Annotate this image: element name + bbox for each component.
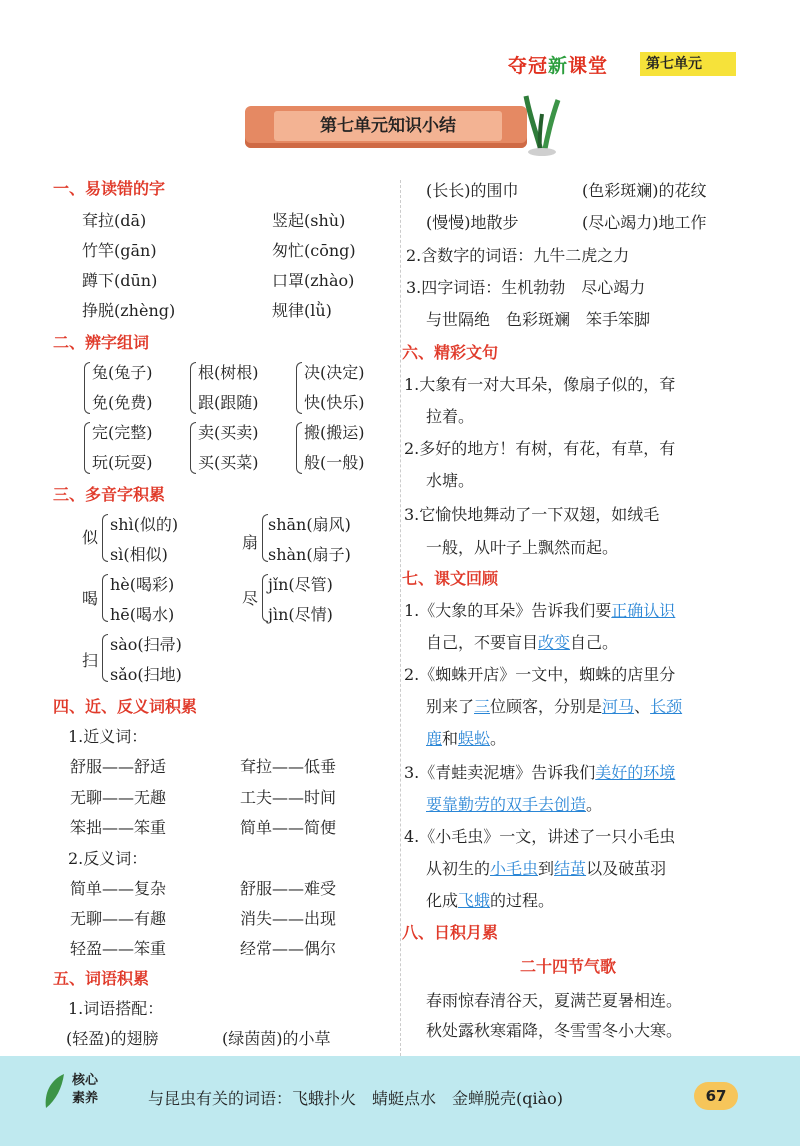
word: shān(扇风) xyxy=(268,515,351,534)
answer: 要靠勤劳的双手去创造 xyxy=(426,795,587,814)
text-line: 2.含数字的词语：九牛二虎之力 xyxy=(406,246,630,265)
answer: 结茧 xyxy=(554,859,587,878)
text: 到 xyxy=(538,859,555,878)
word: 兔(兔子) xyxy=(92,363,153,382)
word-pair: 简单——复杂 xyxy=(70,879,167,898)
text-line: 水塘。 xyxy=(426,471,475,490)
word-pair: 笨拙——笨重 xyxy=(70,818,167,837)
text: 化成 xyxy=(426,891,459,910)
brace xyxy=(84,422,90,474)
word: 决(决定) xyxy=(304,363,365,382)
polyphone-char: 似 xyxy=(82,528,99,547)
polyphone-char: 尽 xyxy=(242,589,259,608)
brace xyxy=(84,362,90,414)
word-pair: 舒服——难受 xyxy=(240,879,337,898)
word: hē(喝水) xyxy=(110,605,175,624)
word: sì(相似) xyxy=(110,545,168,564)
text-line: 拉着。 xyxy=(426,407,475,426)
subheading: 2.反义词： xyxy=(68,849,148,868)
word-pair: 经常——偶尔 xyxy=(240,939,337,958)
word: 蹲下(dūn) xyxy=(82,271,158,290)
polyphone-char: 扇 xyxy=(242,533,259,552)
text-line: 2.多好的地方！有树，有花，有草，有 xyxy=(404,439,676,458)
word-pair: 工夫——时间 xyxy=(240,788,337,807)
text: 从初生的 xyxy=(426,859,491,878)
text-line xyxy=(426,630,618,653)
word: 般(一般) xyxy=(304,453,365,472)
text-line: 与世隔绝 色彩斑斓 笨手笨脚 xyxy=(426,310,651,329)
page-number: 67 xyxy=(694,1082,738,1110)
word-pair: 消失——出现 xyxy=(240,909,337,928)
answer: 三 xyxy=(474,697,491,716)
word-pair: 无聊——无趣 xyxy=(70,788,167,807)
text-line: 3.四字词语：生机勃勃 尽心竭力 xyxy=(406,278,646,297)
word: 卖(买卖) xyxy=(198,423,259,442)
footer-text: 与昆虫有关的词语：飞蛾扑火 蜻蜓点水 金蝉脱壳(qiào) xyxy=(148,1089,564,1108)
answer: 美好的环境 xyxy=(595,763,676,782)
word: 快(快乐) xyxy=(304,393,365,412)
text-line xyxy=(426,792,602,815)
text: 3.《青蛙卖泥塘》告诉我们 xyxy=(404,763,596,782)
text: 。 xyxy=(490,729,507,748)
word: hè(喝彩) xyxy=(110,575,175,594)
phrase: (色彩斑斓)的花纹 xyxy=(582,181,707,200)
word-pair: 无聊——有趣 xyxy=(70,909,167,928)
word: 挣脱(zhèng) xyxy=(82,301,176,320)
subheading: 1.词语搭配： xyxy=(68,999,164,1018)
section-1-heading: 一、易读错的字 xyxy=(53,179,166,198)
poem-line: 秋处露秋寒霜降，冬雪雪冬小大寒。 xyxy=(426,1021,683,1040)
text-line xyxy=(426,888,554,911)
text-line: 4.《小毛虫》一文，讲述了一只小毛虫 xyxy=(404,827,676,846)
text: 。 xyxy=(586,795,603,814)
brand-text-3: 课堂 xyxy=(568,55,609,77)
word: shàn(扇子) xyxy=(268,545,351,564)
answer: 河马 xyxy=(602,697,635,716)
unit-tag: 第七单元 xyxy=(640,52,736,76)
word-pair: 耷拉——低垂 xyxy=(240,757,337,776)
plant-icon xyxy=(522,92,562,156)
brace xyxy=(296,422,302,474)
word: 口罩(zhào) xyxy=(272,271,355,290)
phrase: (尽心竭力)地工作 xyxy=(582,213,707,232)
text: 1.《大象的耳朵》告诉我们要 xyxy=(404,601,612,620)
text-line xyxy=(426,856,666,879)
polyphone-char: 扫 xyxy=(82,651,99,670)
text-line: 1.大象有一对大耳朵，像扇子似的，耷 xyxy=(404,375,676,394)
section-4-heading: 四、近、反义词积累 xyxy=(53,697,198,716)
text: 以及破茧羽 xyxy=(586,859,667,878)
answer: 长颈 xyxy=(650,697,683,716)
word: 根(树根) xyxy=(198,363,259,382)
section-5-heading: 五、词语积累 xyxy=(53,969,150,988)
word: 玩(玩耍) xyxy=(92,453,153,472)
phrase: (长长)的围巾 xyxy=(426,181,519,200)
answer: 正确认识 xyxy=(611,601,676,620)
brace xyxy=(190,422,196,474)
poem-line: 春雨惊春清谷天，夏满芒夏暑相连。 xyxy=(426,991,683,1010)
brace xyxy=(102,574,108,622)
brand-text-2: 新 xyxy=(548,55,569,77)
badge-line: 核心 xyxy=(72,1073,99,1088)
text: 位顾客，分别是 xyxy=(490,697,603,716)
word: 耷拉(dā) xyxy=(82,211,147,230)
word: shì(似的) xyxy=(110,515,179,534)
word: 搬(搬运) xyxy=(304,423,365,442)
page-title: 第七单元知识小结 xyxy=(274,111,502,141)
brace xyxy=(296,362,302,414)
word: 规律(lǜ) xyxy=(272,301,332,320)
word: 竖起(shù) xyxy=(272,211,346,230)
answer: 鹿 xyxy=(426,729,443,748)
section-6-heading: 六、精彩文句 xyxy=(402,343,499,362)
phrase: (绿茵茵)的小草 xyxy=(222,1029,331,1048)
word: 跟(跟随) xyxy=(198,393,259,412)
word: 免(免费) xyxy=(92,393,153,412)
badge-line: 素养 xyxy=(72,1091,99,1106)
word: jìn(尽情) xyxy=(268,605,333,624)
phrase: (慢慢)地散步 xyxy=(426,213,519,232)
brace xyxy=(190,362,196,414)
polyphone-char: 喝 xyxy=(82,589,99,608)
text-line: 3.它愉快地舞动了一下双翅，如绒毛 xyxy=(404,505,660,524)
text: 自己，不要盲目 xyxy=(426,633,539,652)
text: 自己。 xyxy=(570,633,619,652)
brand-text-1: 夺冠 xyxy=(508,55,549,77)
brand-logo xyxy=(508,51,608,78)
text: 和 xyxy=(442,729,459,748)
text: 别来了 xyxy=(426,697,475,716)
phrase: (轻盈)的翅膀 xyxy=(66,1029,159,1048)
word: sǎo(扫地) xyxy=(110,665,182,684)
word: sào(扫帚) xyxy=(110,635,182,654)
text-line: 一般，从叶子上飘然而起。 xyxy=(426,538,619,557)
word: 买(买菜) xyxy=(198,453,259,472)
poem-title: 二十四节气歌 xyxy=(520,957,617,976)
brace xyxy=(102,514,108,562)
brace xyxy=(102,634,108,682)
word-pair: 轻盈——笨重 xyxy=(70,939,167,958)
word-pair: 简单——简便 xyxy=(240,818,337,837)
core-literacy-badge xyxy=(58,1072,120,1112)
word: 竹竿(gān) xyxy=(82,241,157,260)
answer: 小毛虫 xyxy=(490,859,539,878)
subheading: 1.近义词： xyxy=(68,727,148,746)
text: 、 xyxy=(634,697,651,716)
text-line: 2.《蜘蛛开店》一文中，蜘蛛的店里分 xyxy=(404,665,676,684)
word: jǐn(尽管) xyxy=(268,575,333,594)
section-2-heading: 二、辨字组词 xyxy=(53,333,150,352)
text-line xyxy=(404,598,675,621)
section-8-heading: 八、日积月累 xyxy=(402,923,499,942)
answer: 蜈蚣 xyxy=(458,729,491,748)
text-line xyxy=(426,694,682,717)
text: 的过程。 xyxy=(490,891,555,910)
word-pair: 舒服——舒适 xyxy=(70,757,167,776)
column-divider xyxy=(400,180,401,1056)
word: 匆忙(cōng) xyxy=(272,241,356,260)
text-line xyxy=(404,760,675,783)
answer: 飞蛾 xyxy=(458,891,491,910)
answer: 改变 xyxy=(538,633,571,652)
text-line xyxy=(426,726,506,749)
section-3-heading: 三、多音字积累 xyxy=(53,485,166,504)
section-7-heading: 七、课文回顾 xyxy=(402,569,499,588)
word: 完(完整) xyxy=(92,423,153,442)
